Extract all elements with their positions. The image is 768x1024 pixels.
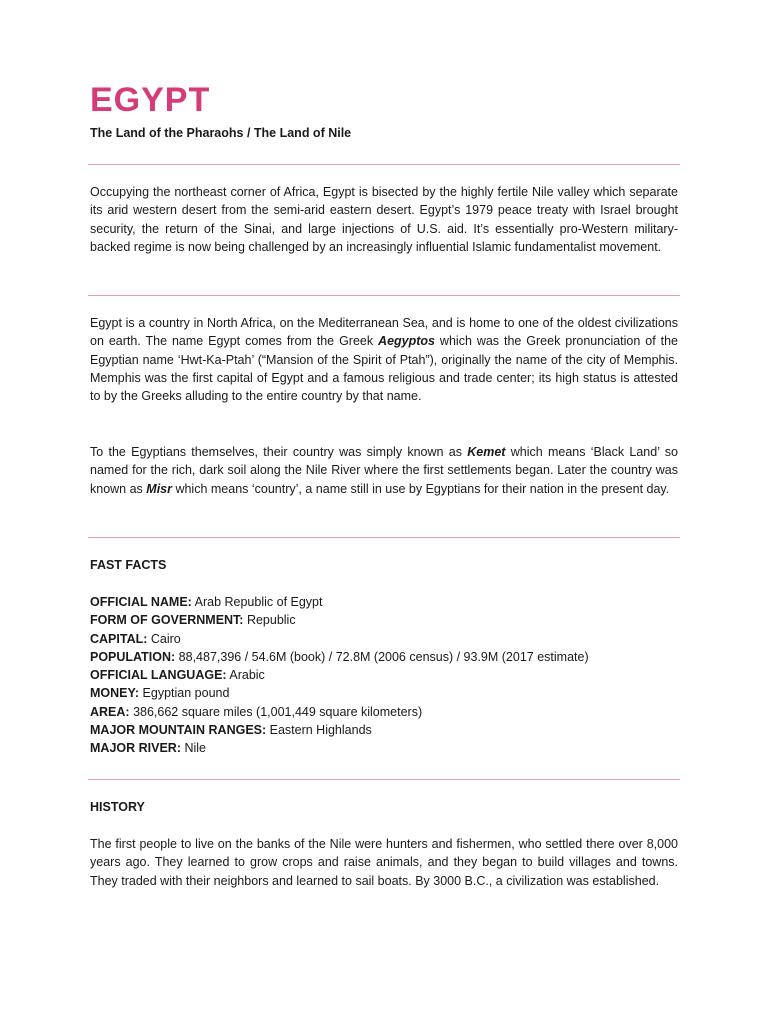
fact-label: CAPITAL:	[90, 631, 148, 646]
history-heading: HISTORY	[90, 800, 145, 814]
fact-item	[90, 611, 678, 629]
divider	[88, 779, 680, 780]
origin-paragraph	[90, 314, 678, 405]
name-text: To the Egyptians themselves, their country was simply known as	[90, 445, 468, 459]
fact-item	[90, 721, 678, 739]
fact-label: OFFICIAL NAME:	[90, 595, 192, 609]
fact-label: FORM OF GOVERNMENT:	[90, 613, 244, 628]
history-paragraph: The first people to live on the banks of the Nile were hunters and fishermen, who settled there over 8,000 years ago. They learned to grow crops and raise animals, and they began to build villages and towns. They traded with their neighbors and learned to sail boats. By 3000 B.C., a civilization was established.	[90, 837, 678, 888]
fast-facts-list	[90, 593, 678, 758]
fact-label: POPULATION:	[90, 649, 176, 664]
fact-value: 88,487,396 / 54.6M (book) / 72.8M (2006 census) / 93.9M (2017 estimate)	[175, 649, 589, 664]
fact-item	[90, 593, 678, 611]
fact-label: MAJOR MOUNTAIN RANGES:	[90, 723, 267, 738]
intro-paragraph: Occupying the northeast corner of Africa, Egypt is bisected by the highly fertile Nile valley which separate its arid western desert from the semi-arid eastern desert. Egypt’s 1979 peace treaty with Israel brought security, the return of the Sinai, and large injections of U.S. aid. It’s essentially pro-Western military-backed regime is now being challenged by an increasingly influential Islamic fundamentalist movement.	[90, 185, 678, 254]
page-subtitle: The Land of the Pharaohs / The Land of Nile	[90, 126, 352, 140]
origin-text: Egypt is a country in North Africa, on the Mediterranean Sea, and is home to one of the oldest civilizations on earth. The name Egypt comes from the Greek	[90, 316, 678, 349]
fact-value: Cairo	[147, 631, 181, 646]
fact-value: Republic	[243, 613, 296, 628]
fact-value: Arabic	[226, 668, 265, 683]
fact-label: AREA:	[90, 704, 130, 719]
fact-item	[90, 630, 678, 648]
fact-value: 386,662 square miles (1,001,449 square kilometers)	[129, 704, 423, 719]
fact-value: Arab Republic of Egypt	[191, 595, 323, 609]
fact-item	[90, 684, 678, 702]
origin-text: which was the Greek pronunciation of the Egyptian name ‘Hwt-Ka-Ptah’ (“Mansion of the Spirit of Ptah”), originally the name of the city of Memphis. Memphis was the first capital of Egypt and a famous religious and trade center; its high status is attested to by the Greeks alluding to the entire country by that name.	[90, 334, 678, 404]
fact-value: Nile	[180, 741, 206, 756]
fast-facts-heading: FAST FACTS	[90, 558, 167, 572]
fact-item	[90, 666, 678, 684]
fact-label: OFFICIAL LANGUAGE:	[90, 668, 227, 683]
name-paragraph	[90, 443, 678, 498]
fact-item	[90, 739, 678, 757]
fact-value: Egyptian pound	[139, 686, 230, 701]
fact-label: MAJOR RIVER:	[90, 741, 181, 756]
name-text: which means ‘Black Land’ so named for the rich, dark soil along the Nile River where the first settlements began. Later the country was known as	[90, 445, 679, 496]
divider	[88, 295, 680, 296]
fact-value: Eastern Highlands	[266, 723, 372, 738]
term-misr: Misr	[146, 481, 172, 496]
divider	[88, 164, 680, 165]
term-aegyptos: Aegyptos	[378, 334, 435, 349]
divider	[88, 537, 680, 538]
fact-label: MONEY:	[90, 686, 140, 701]
term-kemet: Kemet	[467, 445, 506, 459]
page-title: EGYPT	[90, 81, 211, 119]
name-text: which means ‘country’, a name still in use by Egyptians for their nation in the present day.	[171, 481, 670, 496]
fact-item	[90, 703, 678, 721]
fact-item	[90, 648, 678, 666]
